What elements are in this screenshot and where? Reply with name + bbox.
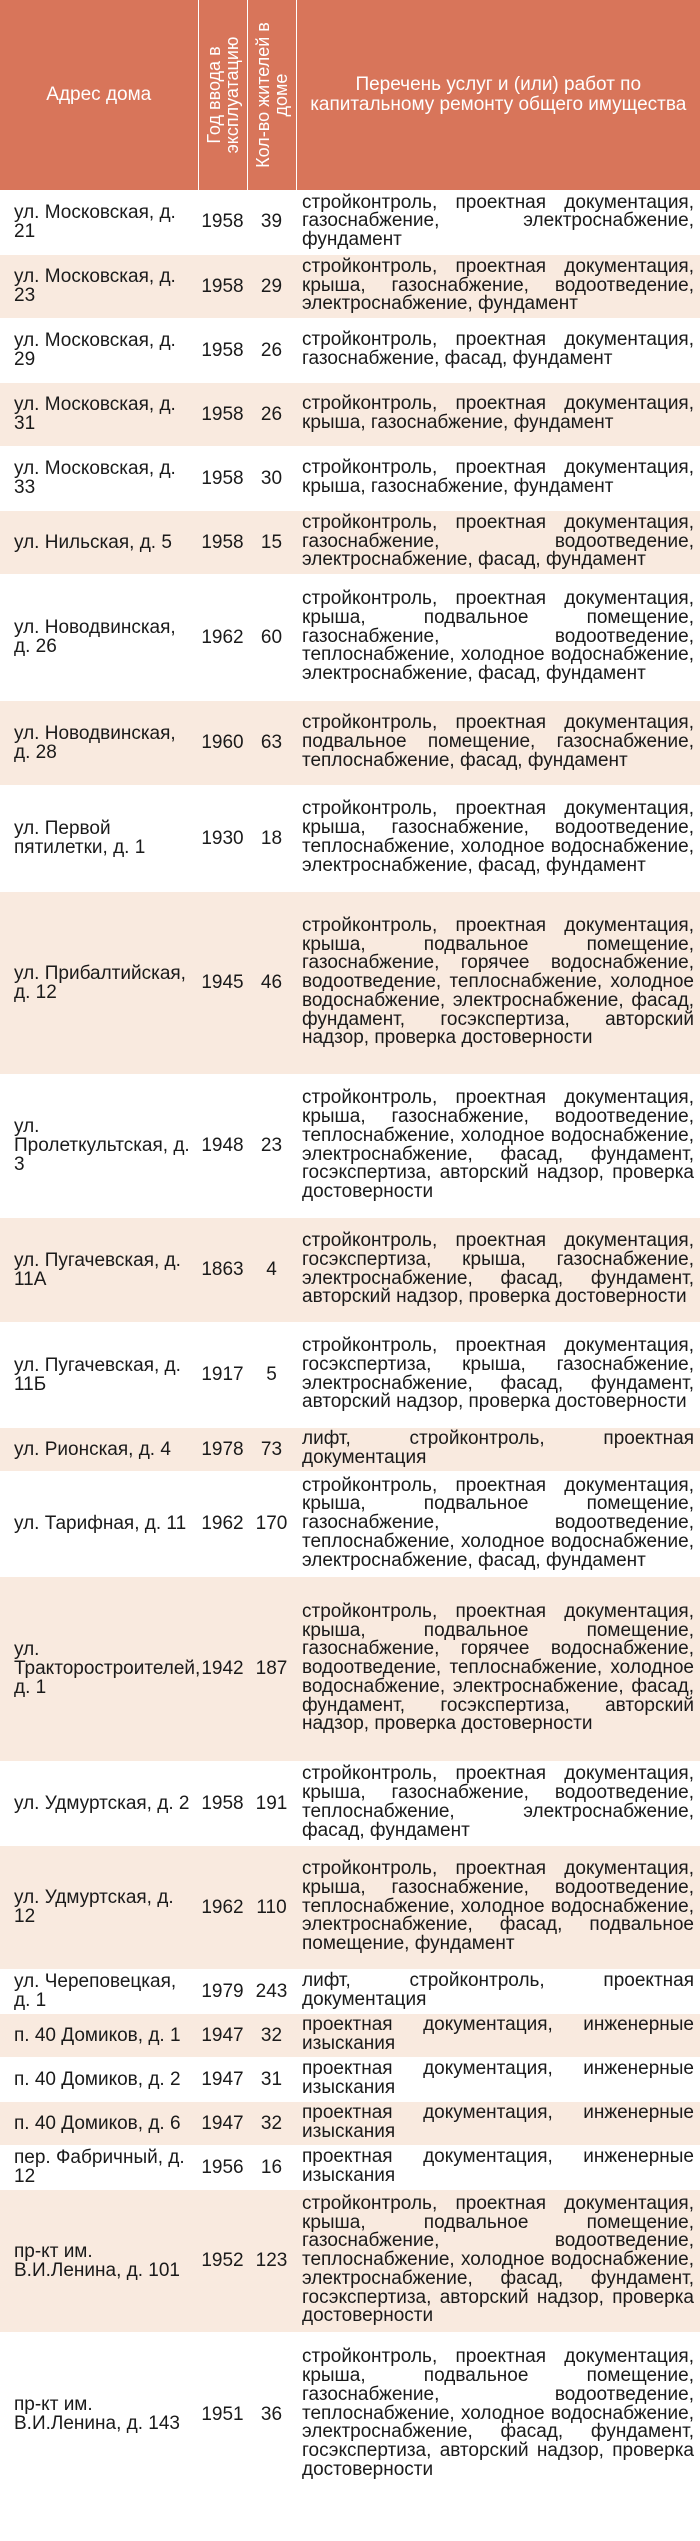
cell-address: п. 40 Домиков, д. 6 bbox=[0, 2101, 198, 2145]
cell-services: стройконтроль, проектная документация, госэкспертиза, крыша, газоснабжение, электроснабжение, фасад, фундамент, авторский надзор, проверка достоверности bbox=[296, 1322, 700, 1427]
cell-services: стройконтроль, проектная документация, газоснабжение, электроснабжение, фундамент bbox=[296, 190, 700, 254]
cell-year: 1962 bbox=[198, 1845, 247, 1969]
cell-services: стройконтроль, проектная документация, крыша, газоснабжение, фундамент bbox=[296, 446, 700, 510]
cell-address: пр-кт им. В.И.Ленина, д. 101 bbox=[0, 2189, 198, 2332]
cell-address: ул. Пугачевская, д. 11А bbox=[0, 1217, 198, 1322]
cell-address: ул. Тарифная, д. 11 bbox=[0, 1471, 198, 1576]
cell-year: 1979 bbox=[198, 1969, 247, 2013]
header-services: Перечень услуг и (или) работ по капитальному ремонту общего имущества bbox=[296, 0, 700, 190]
cell-residents: 26 bbox=[247, 318, 296, 382]
cell-year: 1930 bbox=[198, 785, 247, 891]
table-row bbox=[0, 2101, 700, 2145]
cell-address: пр-кт им. В.И.Ленина, д. 143 bbox=[0, 2332, 198, 2496]
cell-year: 1947 bbox=[198, 2057, 247, 2101]
cell-services: стройконтроль, проектная документация, газоснабжение, водоотведение, электроснабжение, фасад, фундамент bbox=[296, 510, 700, 574]
table-body bbox=[0, 190, 700, 2496]
cell-residents: 243 bbox=[247, 1969, 296, 2013]
cell-residents: 16 bbox=[247, 2145, 296, 2189]
table-row bbox=[0, 2145, 700, 2189]
cell-address: ул. Удмуртская, д. 2 bbox=[0, 1761, 198, 1845]
cell-year: 1978 bbox=[198, 1427, 247, 1471]
cell-residents: 46 bbox=[247, 891, 296, 1074]
table-row bbox=[0, 190, 700, 254]
cell-residents: 32 bbox=[247, 2101, 296, 2145]
cell-year: 1942 bbox=[198, 1576, 247, 1761]
cell-year: 1917 bbox=[198, 1322, 247, 1427]
table-row bbox=[0, 785, 700, 891]
cell-services: стройконтроль, проектная документация, крыша, газоснабжение, водоотведение, теплоснабжение, холодное водоснабжение, электроснабжение, фасад, фундамент bbox=[296, 785, 700, 891]
cell-address: ул. Тракторостроителей, д. 1 bbox=[0, 1576, 198, 1761]
cell-services: проектная документация, инженерные изыскания bbox=[296, 2013, 700, 2057]
cell-address: ул. Московская, д. 31 bbox=[0, 382, 198, 446]
cell-residents: 29 bbox=[247, 254, 296, 318]
cell-year: 1958 bbox=[198, 510, 247, 574]
cell-address: ул. Удмуртская, д. 12 bbox=[0, 1845, 198, 1969]
cell-services: стройконтроль, проектная документация, подвальное помещение, газоснабжение, теплоснабжение, фасад, фундамент bbox=[296, 700, 700, 785]
table-row bbox=[0, 318, 700, 382]
cell-residents: 36 bbox=[247, 2332, 296, 2496]
cell-address: ул. Новодвинская, д. 26 bbox=[0, 574, 198, 700]
cell-address: ул. Череповецкая, д. 1 bbox=[0, 1969, 198, 2013]
table-row bbox=[0, 510, 700, 574]
cell-services: проектная документация, инженерные изыскания bbox=[296, 2101, 700, 2145]
cell-year: 1863 bbox=[198, 1217, 247, 1322]
cell-address: п. 40 Домиков, д. 1 bbox=[0, 2013, 198, 2057]
cell-residents: 18 bbox=[247, 785, 296, 891]
cell-address: ул. Московская, д. 21 bbox=[0, 190, 198, 254]
table-row bbox=[0, 1761, 700, 1845]
cell-residents: 26 bbox=[247, 382, 296, 446]
cell-year: 1947 bbox=[198, 2013, 247, 2057]
cell-address: ул. Нильская, д. 5 bbox=[0, 510, 198, 574]
cell-year: 1958 bbox=[198, 318, 247, 382]
header-year-label: Год ввода в эксплуатацию bbox=[203, 36, 242, 154]
cell-year: 1960 bbox=[198, 700, 247, 785]
cell-address: ул. Московская, д. 23 bbox=[0, 254, 198, 318]
table-header-row bbox=[0, 0, 700, 190]
table-row bbox=[0, 1074, 700, 1217]
table-row bbox=[0, 254, 700, 318]
cell-residents: 5 bbox=[247, 1322, 296, 1427]
cell-services: стройконтроль, проектная документация, крыша, подвальное помещение, газоснабжение, водоотведение, теплоснабжение, холодное водоснабжение, электроснабжение, фасад, фундамент bbox=[296, 1471, 700, 1576]
cell-year: 1962 bbox=[198, 1471, 247, 1576]
cell-residents: 15 bbox=[247, 510, 296, 574]
table-row bbox=[0, 1845, 700, 1969]
cell-address: ул. Прибалтийская, д. 12 bbox=[0, 891, 198, 1074]
cell-year: 1958 bbox=[198, 254, 247, 318]
cell-services: лифт, стройконтроль, проектная документация bbox=[296, 1427, 700, 1471]
cell-address: п. 40 Домиков, д. 2 bbox=[0, 2057, 198, 2101]
cell-services: стройконтроль, проектная документация, крыша, подвальное помещение, газоснабжение, горячее водоснабжение, водоотведение, теплоснабжение, холодное водоснабжение, электроснабжение, фасад, фундамент, госэкспертиза, авторский надзор, проверка достоверности bbox=[296, 891, 700, 1074]
cell-year: 1956 bbox=[198, 2145, 247, 2189]
cell-address: ул. Пролеткультская, д. 3 bbox=[0, 1074, 198, 1217]
cell-services: стройконтроль, проектная документация, крыша, газоснабжение, водоотведение, теплоснабжение, электроснабжение, фасад, фундамент bbox=[296, 1761, 700, 1845]
table-row bbox=[0, 2189, 700, 2332]
cell-year: 1958 bbox=[198, 190, 247, 254]
cell-year: 1958 bbox=[198, 382, 247, 446]
cell-residents: 191 bbox=[247, 1761, 296, 1845]
table-row bbox=[0, 1427, 700, 1471]
header-residents-label: Кол-во жителей в доме bbox=[252, 22, 291, 168]
cell-residents: 63 bbox=[247, 700, 296, 785]
cell-services: стройконтроль, проектная документация, крыша, подвальное помещение, газоснабжение, водоотведение, теплоснабжение, холодное водоснабжение, электроснабжение, фасад, фундамент, госэкспертиза, авторский надзор, проверка достоверности bbox=[296, 2332, 700, 2496]
cell-residents: 170 bbox=[247, 1471, 296, 1576]
cell-year: 1958 bbox=[198, 1761, 247, 1845]
cell-services: стройконтроль, проектная документация, крыша, подвальное помещение, газоснабжение, горячее водоснабжение, водоотведение, теплоснабжение, холодное водоснабжение, электроснабжение, фасад, фундамент, госэкспертиза, авторский надзор, проверка достоверности bbox=[296, 1576, 700, 1761]
cell-services: стройконтроль, проектная документация, крыша, газоснабжение, фундамент bbox=[296, 382, 700, 446]
cell-services: стройконтроль, проектная документация, крыша, газоснабжение, водоотведение, теплоснабжение, холодное водоснабжение, электроснабжение, фасад, подвальное помещение, фундамент bbox=[296, 1845, 700, 1969]
header-residents bbox=[247, 0, 296, 190]
cell-year: 1951 bbox=[198, 2332, 247, 2496]
cell-address: ул. Рионская, д. 4 bbox=[0, 1427, 198, 1471]
cell-year: 1952 bbox=[198, 2189, 247, 2332]
cell-residents: 30 bbox=[247, 446, 296, 510]
table-row bbox=[0, 2057, 700, 2101]
table-row bbox=[0, 1969, 700, 2013]
cell-services: лифт, стройконтроль, проектная документация bbox=[296, 1969, 700, 2013]
cell-residents: 23 bbox=[247, 1074, 296, 1217]
cell-residents: 110 bbox=[247, 1845, 296, 1969]
cell-address: пер. Фабричный, д. 12 bbox=[0, 2145, 198, 2189]
cell-residents: 73 bbox=[247, 1427, 296, 1471]
table-row bbox=[0, 700, 700, 785]
cell-address: ул. Новодвинская, д. 28 bbox=[0, 700, 198, 785]
cell-services: стройконтроль, проектная документация, крыша, газоснабжение, водоотведение, электроснабжение, фундамент bbox=[296, 254, 700, 318]
table-row bbox=[0, 891, 700, 1074]
cell-services: стройконтроль, проектная документация, госэкспертиза, крыша, газоснабжение, электроснабжение, фасад, фундамент, авторский надзор, проверка достоверности bbox=[296, 1217, 700, 1322]
table-row bbox=[0, 1576, 700, 1761]
header-address: Адрес дома bbox=[0, 0, 198, 190]
cell-residents: 4 bbox=[247, 1217, 296, 1322]
cell-year: 1948 bbox=[198, 1074, 247, 1217]
cell-residents: 31 bbox=[247, 2057, 296, 2101]
cell-services: стройконтроль, проектная документация, крыша, подвальное помещение, газоснабжение, водоотведение, теплоснабжение, холодное водоснабжение, электроснабжение, фасад, фундамент, госэкспертиза, авторский надзор, проверка достоверности bbox=[296, 2189, 700, 2332]
cell-year: 1945 bbox=[198, 891, 247, 1074]
table-row bbox=[0, 1217, 700, 1322]
cell-residents: 187 bbox=[247, 1576, 296, 1761]
cell-services: стройконтроль, проектная документация, крыша, подвальное помещение, газоснабжение, водоотведение, теплоснабжение, холодное водоснабжение, электроснабжение, фасад, фундамент bbox=[296, 574, 700, 700]
cell-address: ул. Пугачевская, д. 11Б bbox=[0, 1322, 198, 1427]
cell-residents: 39 bbox=[247, 190, 296, 254]
table-row bbox=[0, 1322, 700, 1427]
cell-address: ул. Первой пятилетки, д. 1 bbox=[0, 785, 198, 891]
cell-services: стройконтроль, проектная документация, крыша, газоснабжение, водоотведение, теплоснабжение, холодное водоснабжение, электроснабжение, фасад, фундамент, госэкспертиза, авторский надзор, проверка достоверности bbox=[296, 1074, 700, 1217]
cell-address: ул. Московская, д. 33 bbox=[0, 446, 198, 510]
table-row bbox=[0, 2013, 700, 2057]
cell-year: 1958 bbox=[198, 446, 247, 510]
cell-residents: 60 bbox=[247, 574, 296, 700]
cell-services: проектная документация, инженерные изыскания bbox=[296, 2057, 700, 2101]
table-row bbox=[0, 2332, 700, 2496]
cell-services: стройконтроль, проектная документация, газоснабжение, фасад, фундамент bbox=[296, 318, 700, 382]
table-row bbox=[0, 382, 700, 446]
table-row bbox=[0, 574, 700, 700]
table-row bbox=[0, 1471, 700, 1576]
cell-address: ул. Московская, д. 29 bbox=[0, 318, 198, 382]
cell-services: проектная документация, инженерные изыскания bbox=[296, 2145, 700, 2189]
cell-year: 1962 bbox=[198, 574, 247, 700]
cell-residents: 32 bbox=[247, 2013, 296, 2057]
cell-residents: 123 bbox=[247, 2189, 296, 2332]
table-row bbox=[0, 446, 700, 510]
header-year bbox=[198, 0, 247, 190]
cell-year: 1947 bbox=[198, 2101, 247, 2145]
